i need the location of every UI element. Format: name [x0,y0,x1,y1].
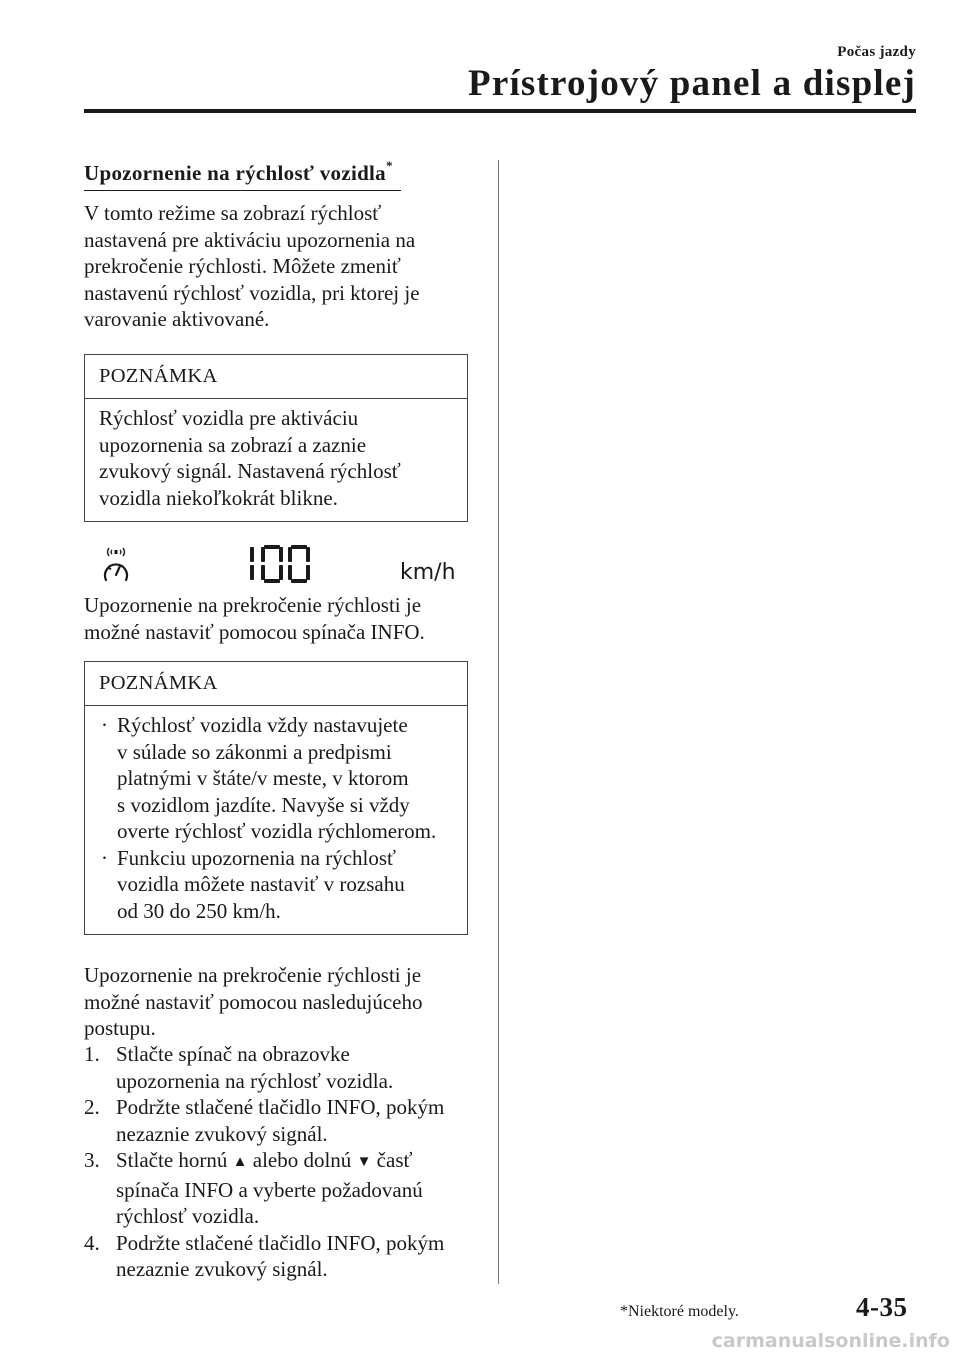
up-arrow-icon: ▲ [232,1154,248,1170]
note-box-display [84,354,468,522]
column-divider [498,160,499,1284]
note-title: POZNÁMKA [85,355,467,399]
note-title: POZNÁMKA [85,662,467,706]
header-rule [84,109,916,113]
page-number: 4-35 [856,1292,908,1322]
section-heading [84,160,401,191]
info-switch-paragraph: Upozornenie na prekročenie rýchlosti je možné nastaviť pomocou spínača INFO. [84,593,425,644]
running-header-chapter: Prístrojový panel a displej [468,63,916,104]
procedure-steps [84,1041,484,1283]
section-heading-text: Upozornenie na rýchlosť vozidla [84,161,386,185]
step-item: 4. Podržte stlačené tlačidlo INFO, pokým nezaznie zvukový signál. [84,1230,445,1281]
step-item: 3. Stlačte hornú ▲ alebo dolnú ▼ časť spínača INFO a vyberte požadovanú rýchlosť vozidla. [84,1148,423,1228]
procedure-intro: Upozornenie na prekročenie rýchlosti je možné nastaviť pomocou nasledujúceho postupu. [84,963,423,1040]
model-availability-marker: * [386,158,393,173]
note-box-legal [84,661,468,935]
speed-value-display [240,544,312,589]
speed-unit: km/h [400,560,456,585]
seven-segment-digits [240,544,312,584]
running-header-section: Počas jazdy [837,44,916,60]
note-bullet-item: · Rýchlosť vozidla vždy nastavujete v súlade so zákonmi a predpismi platnými v štáte/v meste, v ktorom s vozidlom jazdíte. Navyše si vždy overte rýchlosť vozidla rýchlomerom. [101,713,437,843]
down-arrow-icon: ▼ [356,1154,372,1170]
speed-alarm-icon [98,546,138,590]
note-body: Rýchlosť vozidla pre aktiváciu upozornenia sa zobrazí a zaznie zvukový signál. Nastavená rýchlosť vozidla niekoľkokrát blikne. [99,406,401,510]
speed-alarm-display [84,536,468,592]
intro-paragraph: V tomto režime sa zobrazí rýchlosť nastavená pre aktiváciu upozornenia na prekročenie rýchlosti. Môžete zmeniť nastavenú rýchlosť vozidla, pri ktorej je varovanie aktivované. [84,201,420,331]
step-item: 1. Stlačte spínač na obrazovke upozornenia na rýchlosť vozidla. [84,1042,394,1093]
step-item: 2. Podržte stlačené tlačidlo INFO, pokým nezaznie zvukový signál. [84,1095,445,1146]
note-bullet-item: · Funkciu upozornenia na rýchlosť vozidla môžete nastaviť v rozsahu od 30 do 250 km/h. [101,845,405,923]
watermark: carmanualsonline.info [711,1330,950,1352]
footnote: *Niektoré modely. [620,1303,739,1320]
note-body [85,706,467,934]
